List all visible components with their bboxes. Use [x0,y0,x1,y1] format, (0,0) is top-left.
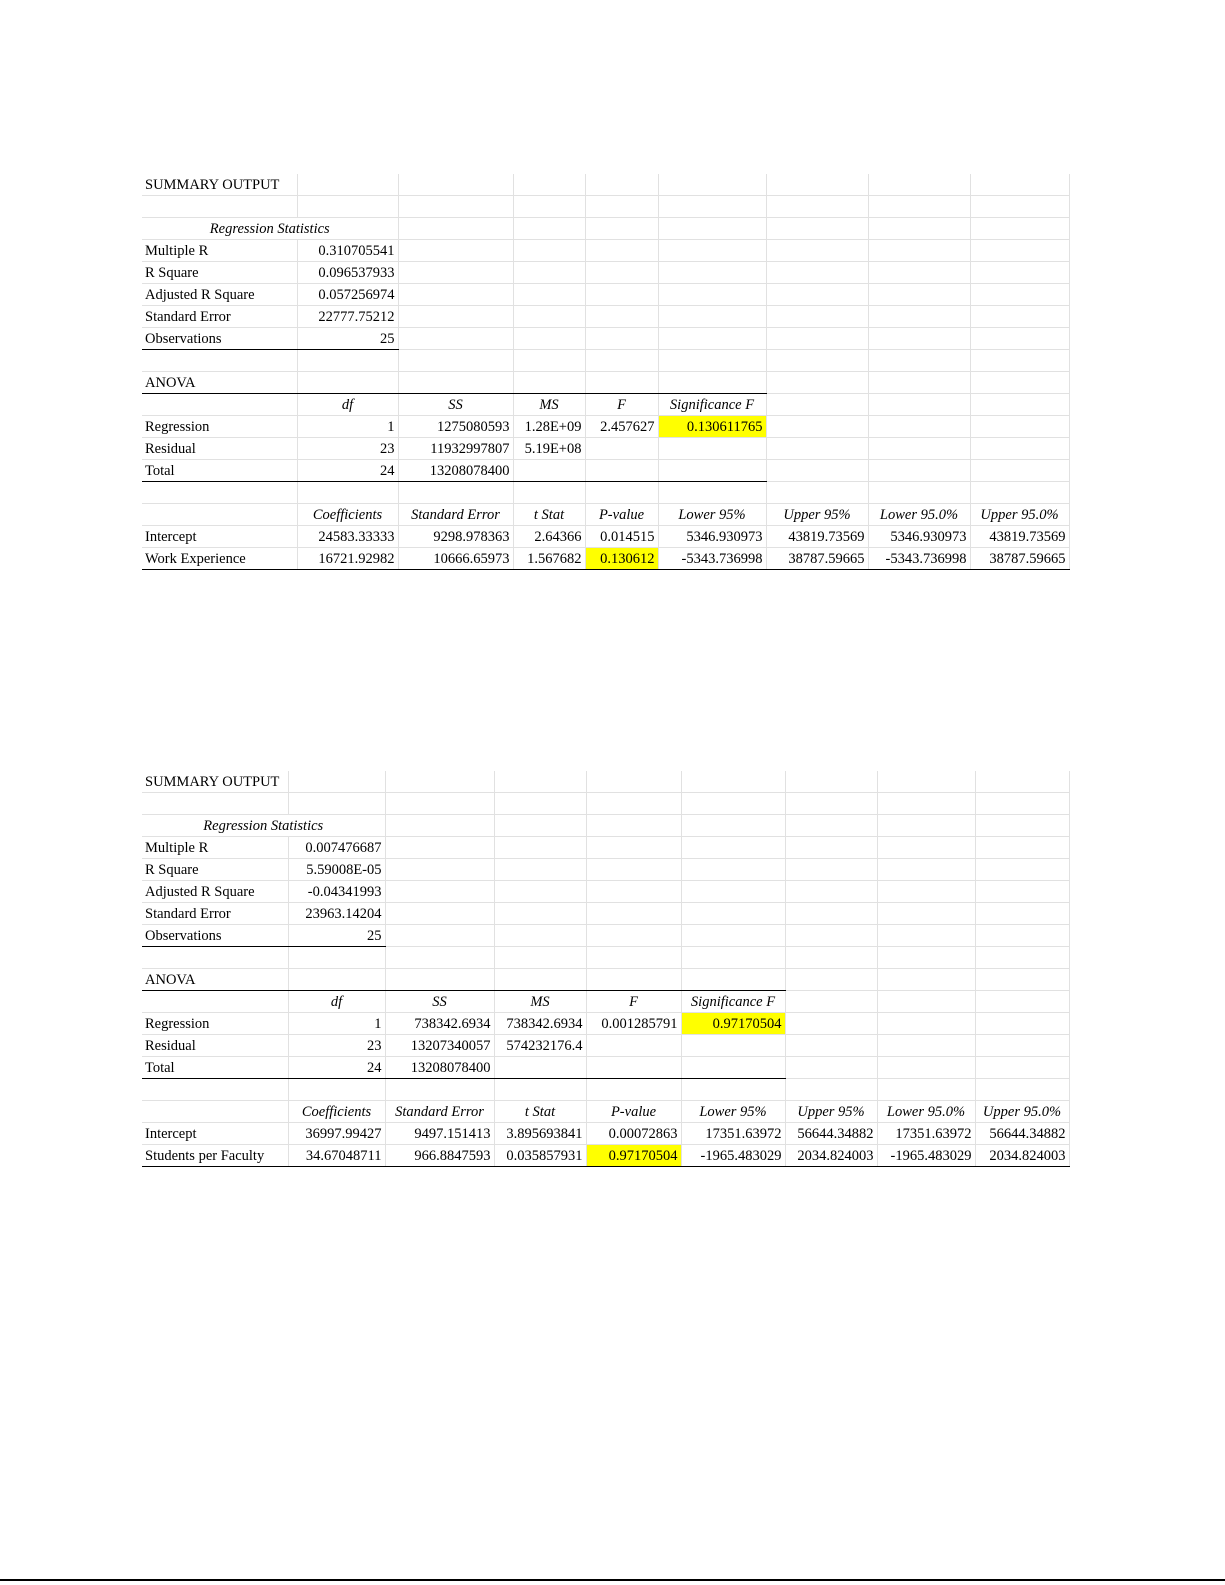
coef-value: 56644.34882 [975,1123,1069,1145]
coef-value: 0.035857931 [494,1145,586,1167]
stat-value: 0.096537933 [297,262,398,284]
anova-df: 1 [297,416,398,438]
stat-value: 22777.75212 [297,306,398,328]
stat-label: Observations [142,328,297,350]
coef-value: 38787.59665 [970,548,1069,570]
coef-value: -5343.736998 [868,548,970,570]
coef-value: -5343.736998 [658,548,766,570]
significance-f-highlighted: 0.130611765 [658,416,766,438]
summary-title: SUMMARY OUTPUT [142,174,297,196]
anova-header-ms: MS [513,394,585,416]
stat-label: Adjusted R Square [142,881,288,903]
regression-output-2 [142,771,1070,1167]
coef-value: -1965.483029 [877,1145,975,1167]
anova-header-df: df [288,991,385,1013]
coef-header: t Stat [513,504,585,526]
summary-title: SUMMARY OUTPUT [142,771,288,793]
coef-header: Lower 95% [658,504,766,526]
coef-value: 17351.63972 [877,1123,975,1145]
coef-value: 24583.33333 [297,526,398,548]
coef-value: 5346.930973 [658,526,766,548]
stat-label: R Square [142,859,288,881]
anova-ss: 13208078400 [398,460,513,482]
coef-value: 17351.63972 [681,1123,785,1145]
coef-header: t Stat [494,1101,586,1123]
stat-label: Multiple R [142,837,288,859]
coef-value: 34.67048711 [288,1145,385,1167]
stat-label: Observations [142,925,288,947]
anova-header-significance-f: Significance F [658,394,766,416]
coef-header: Standard Error [398,504,513,526]
coef-row-label: Intercept [142,526,297,548]
coef-header: Upper 95% [766,504,868,526]
anova-df: 23 [288,1035,385,1057]
coef-value: 43819.73569 [970,526,1069,548]
coef-header: Upper 95% [785,1101,877,1123]
coef-value: 5346.930973 [868,526,970,548]
stat-value: 25 [297,328,398,350]
stat-label: Adjusted R Square [142,284,297,306]
coef-value: 56644.34882 [785,1123,877,1145]
anova-title: ANOVA [142,969,288,991]
coef-value: 9298.978363 [398,526,513,548]
coef-header: Upper 95.0% [970,504,1069,526]
anova-ss: 11932997807 [398,438,513,460]
significance-f-highlighted: 0.97170504 [681,1013,785,1035]
stat-value: 23963.14204 [288,903,385,925]
anova-header-ms: MS [494,991,586,1013]
anova-df: 24 [288,1057,385,1079]
anova-ss: 738342.6934 [385,1013,494,1035]
page-bottom-rule [0,1579,1225,1581]
anova-row-label: Total [142,1057,288,1079]
regression-output-1 [142,174,1070,570]
regression-statistics-header: Regression Statistics [142,218,398,240]
coef-value: 38787.59665 [766,548,868,570]
anova-ms: 5.19E+08 [513,438,585,460]
coef-value: 3.895693841 [494,1123,586,1145]
coef-value: 43819.73569 [766,526,868,548]
stat-label: Standard Error [142,306,297,328]
stat-label: Standard Error [142,903,288,925]
coef-header: Coefficients [297,504,398,526]
anova-row-label: Residual [142,1035,288,1057]
anova-header-significance-f: Significance F [681,991,785,1013]
anova-row-label: Regression [142,416,297,438]
stat-label: Multiple R [142,240,297,262]
stat-value: 5.59008E-05 [288,859,385,881]
anova-title: ANOVA [142,372,297,394]
coef-header: Lower 95.0% [877,1101,975,1123]
coef-header: Lower 95% [681,1101,785,1123]
anova-ss: 13208078400 [385,1057,494,1079]
coef-value: 966.8847593 [385,1145,494,1167]
anova-ss: 1275080593 [398,416,513,438]
anova-ms: 574232176.4 [494,1035,586,1057]
p-value-highlighted: 0.97170504 [586,1145,681,1167]
coef-value: 2034.824003 [785,1145,877,1167]
anova-row-label: Regression [142,1013,288,1035]
anova-ss: 13207340057 [385,1035,494,1057]
stat-value: -0.04341993 [288,881,385,903]
stat-value: 0.057256974 [297,284,398,306]
coef-value: 16721.92982 [297,548,398,570]
coef-header: Coefficients [288,1101,385,1123]
coef-header: P-value [586,1101,681,1123]
anova-row-label: Total [142,460,297,482]
stat-value: 25 [288,925,385,947]
coef-value: 2034.824003 [975,1145,1069,1167]
regression-statistics-header: Regression Statistics [142,815,385,837]
anova-f: 2.457627 [585,416,658,438]
coef-value: -1965.483029 [681,1145,785,1167]
coef-header: P-value [585,504,658,526]
coef-header: Standard Error [385,1101,494,1123]
coef-row-label: Students per Faculty [142,1145,288,1167]
anova-ms: 738342.6934 [494,1013,586,1035]
coef-row-label: Work Experience [142,548,297,570]
stat-value: 0.310705541 [297,240,398,262]
anova-header-f: F [586,991,681,1013]
anova-df: 1 [288,1013,385,1035]
anova-ms: 1.28E+09 [513,416,585,438]
coef-value: 0.00072863 [586,1123,681,1145]
coef-value: 10666.65973 [398,548,513,570]
anova-header-df: df [297,394,398,416]
coef-value: 1.567682 [513,548,585,570]
coef-value: 2.64366 [513,526,585,548]
coef-header: Upper 95.0% [975,1101,1069,1123]
p-value-highlighted: 0.130612 [585,548,658,570]
anova-header-ss: SS [385,991,494,1013]
coef-row-label: Intercept [142,1123,288,1145]
coef-header: Lower 95.0% [868,504,970,526]
anova-df: 23 [297,438,398,460]
stat-value: 0.007476687 [288,837,385,859]
anova-header-f: F [585,394,658,416]
anova-row-label: Residual [142,438,297,460]
anova-df: 24 [297,460,398,482]
anova-header-ss: SS [398,394,513,416]
coef-value: 9497.151413 [385,1123,494,1145]
coef-value: 0.014515 [585,526,658,548]
coef-value: 36997.99427 [288,1123,385,1145]
anova-f: 0.001285791 [586,1013,681,1035]
stat-label: R Square [142,262,297,284]
